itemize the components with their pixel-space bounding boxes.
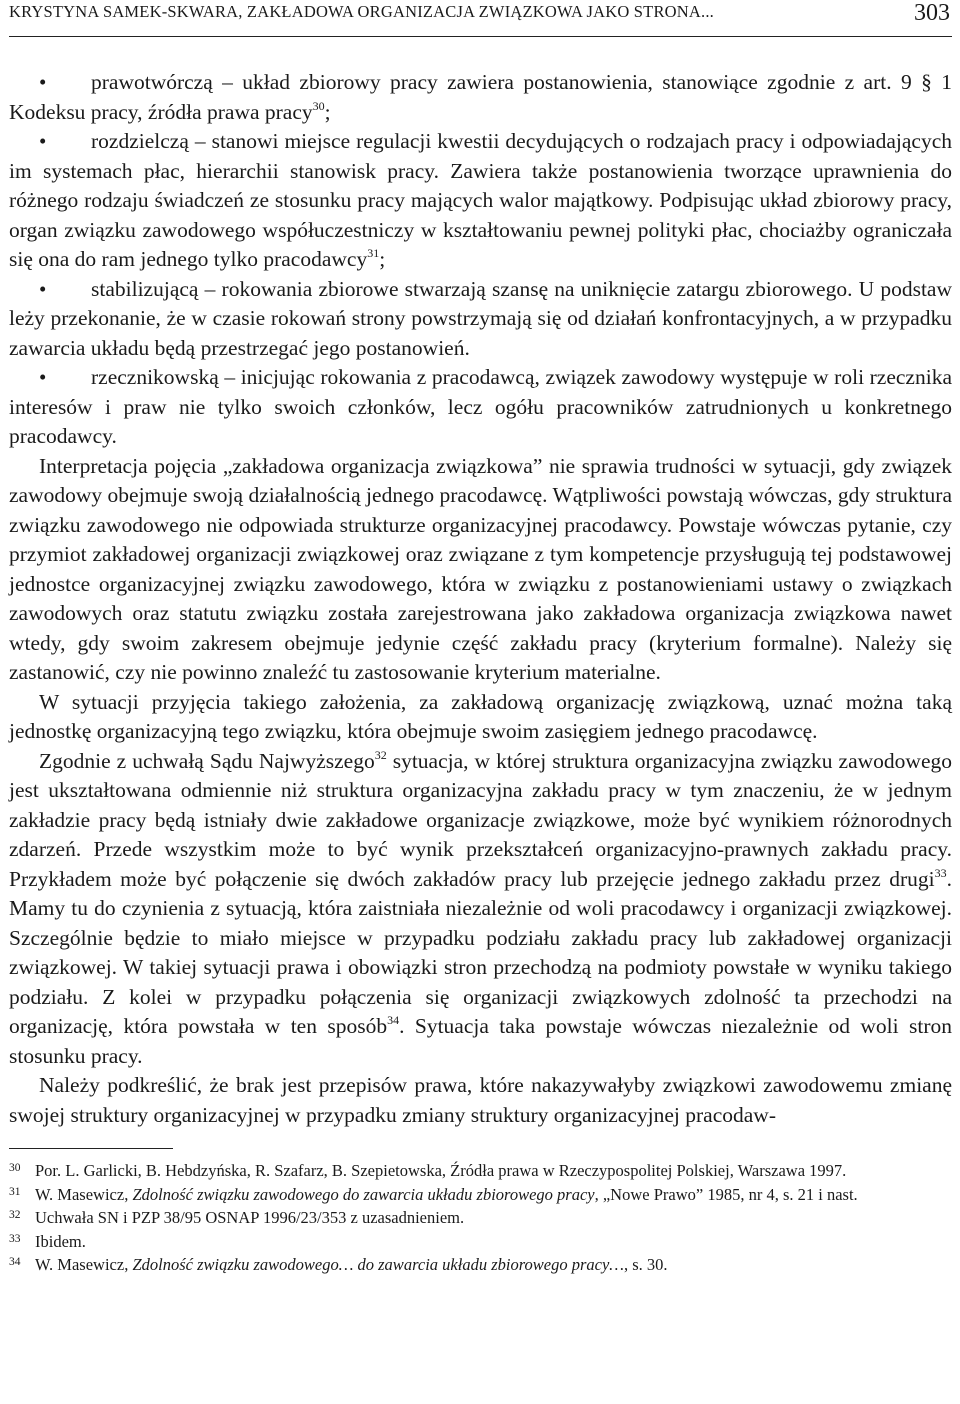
- footnote-ref-30[interactable]: 30: [312, 98, 325, 113]
- footnote-30: 30 Por. L. Garlicki, B. Hebdzyńska, R. Szafarz, B. Szepietowska, Źródła prawa w Rzeczypospolitej Polskiej, Warszawa 1997.: [9, 1161, 847, 1180]
- footnote-ref-31[interactable]: 31: [367, 246, 380, 260]
- bullet-item-prawotworcza: [9, 68, 952, 127]
- bullet-text: rzecznikowską – inicjując rokowania z pracodawcą, związek zawodowy występuje w roli rzecznika interesów i praw nie tylko swoich członków, lecz ogółu pracowników zatrudnionych u konkretnego pracodawcy.: [9, 365, 952, 448]
- paragraph-text: sytuacja, w której struktura organizacyjna związku zawodowego jest ukształtowana odmiennie niż struktura organizacyjna zakładu pracy w tym znaczeniu, że w jednym zakładzie pracy będą istniały dwie zakładowe organizacje związkowe, może być wynikiem różnorodnych zdarzeń. Przede wszystkim może to być wynik przekształceń organizacyjno-prawnych zakładu pracy. Przykładem może być połączenie się dwóch zakładów pracy lub przejęcie jednego zakładu przez drugi: [9, 748, 952, 891]
- paragraph-zgodnie: [9, 747, 952, 1072]
- footnote-title: Źródła prawa w Rzeczypospolitej Polskiej: [450, 1161, 730, 1180]
- bullet-text: stabilizującą – rokowania zbiorowe stwarzają szansę na uniknięcie zatargu zbiorowego. U podstaw leży przekonanie, że w czasie rokowań strony powstrzymają się od działań konfrontacyjnych, a w przypadku zawarcia układu będą przestrzegać jego postanowień.: [9, 276, 952, 360]
- paragraph-text: Zgodnie z uchwałą Sądu Najwyższego: [39, 748, 375, 773]
- document-page: [9, 0, 952, 1277]
- bullet-tail: ;: [324, 99, 331, 124]
- bullet-item-rzecznikowska: [9, 363, 952, 452]
- footnote-ref-34[interactable]: 34: [387, 1013, 400, 1027]
- footnote-text: , Warszawa 1997.: [729, 1161, 847, 1180]
- footnote-text: W. Masewicz,: [35, 1184, 133, 1204]
- footnote-title: Zdolność związku zawodowego do zawarcia układu zbiorowego pracy: [132, 1184, 595, 1204]
- footnote-ref-33[interactable]: 33: [934, 865, 947, 880]
- bullet-tail: ;: [379, 247, 386, 271]
- bullet-text: prawotwórczą – układ zbiorowy pracy zawiera postanowienia, stanowiące zgodnie z art. 9 § 1 Kodeksu pracy, źródła prawa pracy: [9, 70, 952, 124]
- footnote-text: Por. L. Garlicki, B. Hebdzyńska, R. Szafarz, B. Szepietowska,: [35, 1161, 451, 1180]
- bullet-item-rozdzielcza: [9, 127, 952, 275]
- footnote-text: Ibidem.: [35, 1231, 86, 1251]
- footnote-text: W. Masewicz,: [35, 1255, 133, 1274]
- paragraph-text: . Mamy tu do czynienia z sytuacją, która zaistniała niezależnie od woli pracodawcy i organizacji związkowej. Szczególnie będzie to miało miejsce w przypadku podziału zakładu pracy lub zakładowej organizacji związkowej. W takiej sytuacji prawa i obowiązki stron przechodzą na podmioty powstałe w wyniku takiego podziału. Z kolei w przypadku połączenia się organizacji związkowych zdolność ta przechodzi na organizację, która powstała w ten sposób: [9, 866, 952, 1038]
- footnote-divider: [9, 1148, 173, 1149]
- footnote-text: , „Nowe Prawo” 1985, nr 4, s. 21 i nast.: [594, 1184, 858, 1204]
- page-number: 303: [914, 0, 950, 26]
- paragraph-text: . Sytuacja taka powstaje wówczas niezależnie od woli stron stosunku pracy.: [9, 1014, 953, 1068]
- footnote-title: Zdolność związku zawodowego… do zawarcia układu zbiorowego pracy…: [132, 1255, 624, 1274]
- paragraph-nalezy: Należy podkreślić, że brak jest przepisów prawa, które nakazywałyby związkowi zawodowemu zmianę swojej struktury organizacyjnej w przypadku zmiany struktury organizacyjnej pracodaw-: [9, 1073, 952, 1127]
- footnote-31: 31 W. Masewicz, Zdolność związku zawodowego do zawarcia układu zbiorowego pracy, „Nowe Prawo” 1985, nr 4, s. 21 i nast.: [9, 1184, 858, 1204]
- footnote-33: 33 Ibidem.: [9, 1231, 86, 1251]
- bullet-item-stabilizujaca: [9, 275, 952, 364]
- paragraph-w-sytuacji: W sytuacji przyjęcia takiego założenia, za zakładową organizację związkową, uznać można taką jednostkę organizacyjną tego związku, która obejmuje swoim zasięgiem jednego pracodawcę.: [9, 689, 952, 743]
- footnote-text: Uchwała SN i PZP 38/95 OSNAP 1996/23/353 z uzasadnieniem.: [35, 1208, 465, 1227]
- footnote-text: , s. 30.: [623, 1255, 668, 1274]
- bullet-text: rozdzielczą – stanowi miejsce regulacji kwestii decydujących o rodzajach pracy i odpowiadających im systemach płac, hierarchii stanowisk pracy. Zawiera także postanowienia tworzące uprawnienia do różnego rodzaju świadczeń ze stosunku pracy mających walor majątkowy. Podpisując układ zbiorowy pracy, organ związku zawodowego współuczestniczy w kształtowaniu pewnej polityki płac, chociażby ograniczała się ona do ram jednego tylko pracodawcy: [9, 129, 952, 271]
- footnote-32: 32 Uchwała SN i PZP 38/95 OSNAP 1996/23/353 z uzasadnieniem.: [9, 1208, 465, 1227]
- paragraph-interpretacja: Interpretacja pojęcia „zakładowa organizacja związkowa” nie sprawia trudności w sytuacji, gdy związek zawodowy obejmuje swoją działalnością jednego pracodawcę. Wątpliwości powstają wówczas, gdy struktura związku zawodowego nie odpowiada strukturze organizacyjnej pracodawcy. Powstaje wówczas pytanie, czy przymiot zakładowej organizacji związkowej oraz związane z tym kompetencje przysługują tej podstawowej jednostce organizacyjnej związku zawodowego, która w związku z postanowieniami ustawy o związkach zawodowych oraz statutu związku została zarejestrowana jako zakładowa organizacja związkowa nawet wtedy, gdy swoim zakresem obejmuje jedynie część zakładu pracy (kryterium formalne). Należy się zastanowić, czy nie powinno znaleźć tu zastosowanie kryterium materialne.: [9, 453, 952, 684]
- main-text: [9, 68, 952, 1130]
- footnotes: [9, 1159, 952, 1277]
- running-title: KRYSTYNA SAMEK-SKWARA, ZAKŁADOWA ORGANIZACJA ZWIĄZKOWA JAKO STRONA...: [9, 2, 714, 21]
- footnote-ref-32[interactable]: 32: [374, 747, 387, 762]
- running-header: [9, 0, 952, 37]
- footnote-34: 34 W. Masewicz, Zdolność związku zawodowego… do zawarcia układu zbiorowego pracy…, s. 30.: [9, 1255, 668, 1274]
